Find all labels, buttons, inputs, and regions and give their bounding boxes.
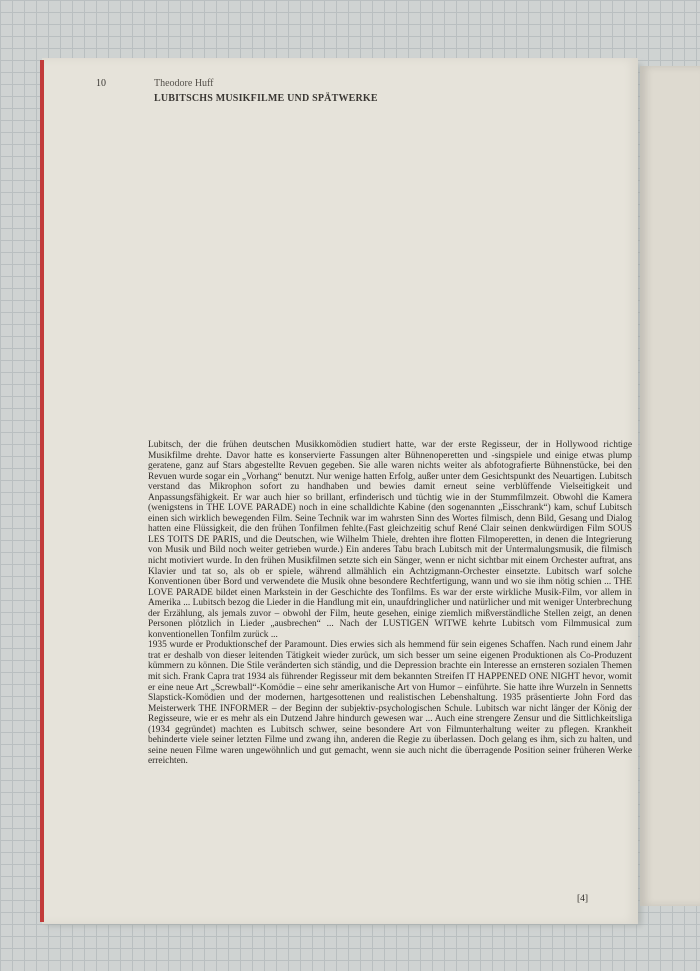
author-name: Theodore Huff [154,78,214,89]
article-title: LUBITSCHS MUSIKFILME UND SPÄTWERKE [154,93,378,104]
footnote-marker: [4] [577,894,589,904]
article-body [148,440,632,767]
page-binding-edge [40,60,44,922]
body-paragraph: Lubitsch, der die frühen deutschen Musikkomödien studiert hatte, war der erste Regisseur, der in Hollywood richtige Musikfilme drehte. Davor hatte es konservierte Fassungen alter Bühnenoperetten und -singspiele und einige etwas plump geratene, ganz auf Stars abgestellte Revuen gegeben. Sie alle waren nichts weiter als abfotografierte Bühnenstücke, bei den Revuen wurde sogar ein „Vorhang“ benutzt. Nur wenige hatten Erfolg, außer unter dem Gesichtspunkt des Neuartigen. Lubitsch verstand das Mikrophon sofort zu handhaben und bewies damit erneut seine verblüffende Vielseitigkeit und Anpassungsfähigkeit. Er war auch hier so brillant, erfinderisch und tüchtig wie in der Stummfilmzeit. Obwohl die Kamera (wenigstens in THE LOVE PARADE) noch in eine schalldichte Kabine (den sogenannten „Eisschrank“) kam, schuf Lubitsch einen sich wirklich bewegenden Film. Seine Technik war im wahrsten Sinn des Wortes filmisch, denn Bild, Gesang und Dialog hatten eine Flüssigkeit, die den frühen Tonfilmen fehlte.(Fast gleichzeitig schuf René Clair seinen denkwürdigen Film SOUS LES TOITS DE PARIS, und die Deutschen, wie Wilhelm Thiele, drehten ihre flotten Filmoperetten, in denen die Integrierung von Musik und Bild noch weiter getrieben wurde.) Ein anderes Tabu brach Lubitsch mit der Untermalungsmusik, die filmisch nicht motiviert wurde. In den frühen Musikfilmen setzte sich ein Sänger, wenn er nicht sichtbar mit einem Orchester auftrat, ans Klavier und tat so, als ob er spiele, während allmählich ein Achtzigmann-Orchester einsetzte. Lubitsch warf solche Konventionen über Bord und verwendete die Musik ohne besondere Rechtfertigung, wann und wo sie ihm nötig schien ... THE LOVE PARADE bildet einen Markstein in der Geschichte des Tonfilms. Es war der erste wirkliche Musik-Film, vor allem in Amerika ... Lubitsch bezog die Lieder in die Handlung mit ein, unaufdringlicher und natürlicher und mit weniger Unterbrechung der Erzählung, als jemals zuvor – obwohl der Film, heute gesehen, einige ziemlich mißverständliche Stellen zeigt, an denen Personen plötzlich in Lieder „ausbrechen“ ... Nach der LUSTIGEN WITWE kehrte Lubitsch vom Filmmusical zum konventionellen Tonfilm zurück ... [148,440,632,640]
adjacent-page-edge [640,66,700,906]
page-number: 10 [96,78,106,89]
body-paragraph: 1935 wurde er Produktionschef der Paramount. Dies erwies sich als hemmend für sein eigenes Schaffen. Nach rund einem Jahr trat er deshalb von dieser leitenden Tätigkeit wieder zurück, um sich besser um seine eigenen Produktionen als Co-Produzent kümmern zu können. Die Stile veränderten sich ständig, und die Depression brachte ein Interesse an ernsteren sozialen Themen mit sich. Frank Capra trat 1934 als führender Regisseur mit dem bekannten Streifen IT HAPPENED ONE NIGHT hevor, womit er eine neue Art „Screwball“-Komödie – eine sehr amerikanische Art von Humor – einführte. Sie hatte ihre Wurzeln in Sennetts Slapstick-Komödien und der modernen, hartgesottenen und realistischen Lebenshaltung. 1935 präsentierte John Ford das Meisterwerk THE INFORMER – der Beginn der subjektiv-psychologischen Schule. Lubitsch war nicht länger der König der Regisseure, wie er es mehr als ein Dutzend Jahre hindurch gewesen war ... Auch eine strengere Zensur und die Sittlichkeitsliga (1934 gegründet) machten es Lubitsch schwer, seine besondere Art von Filmunterhaltung weiter zu pflegen. Krankheit behinderte viele seiner letzten Filme und zwang ihn, anderen die Regie zu überlassen. Doch gelang es ihm, sich zu halten, und seine neuen Filme waren ungewöhnlich und gut gemacht, wenn sie auch nicht die überragende Position seiner früheren Werke erreichten. [148,640,632,767]
